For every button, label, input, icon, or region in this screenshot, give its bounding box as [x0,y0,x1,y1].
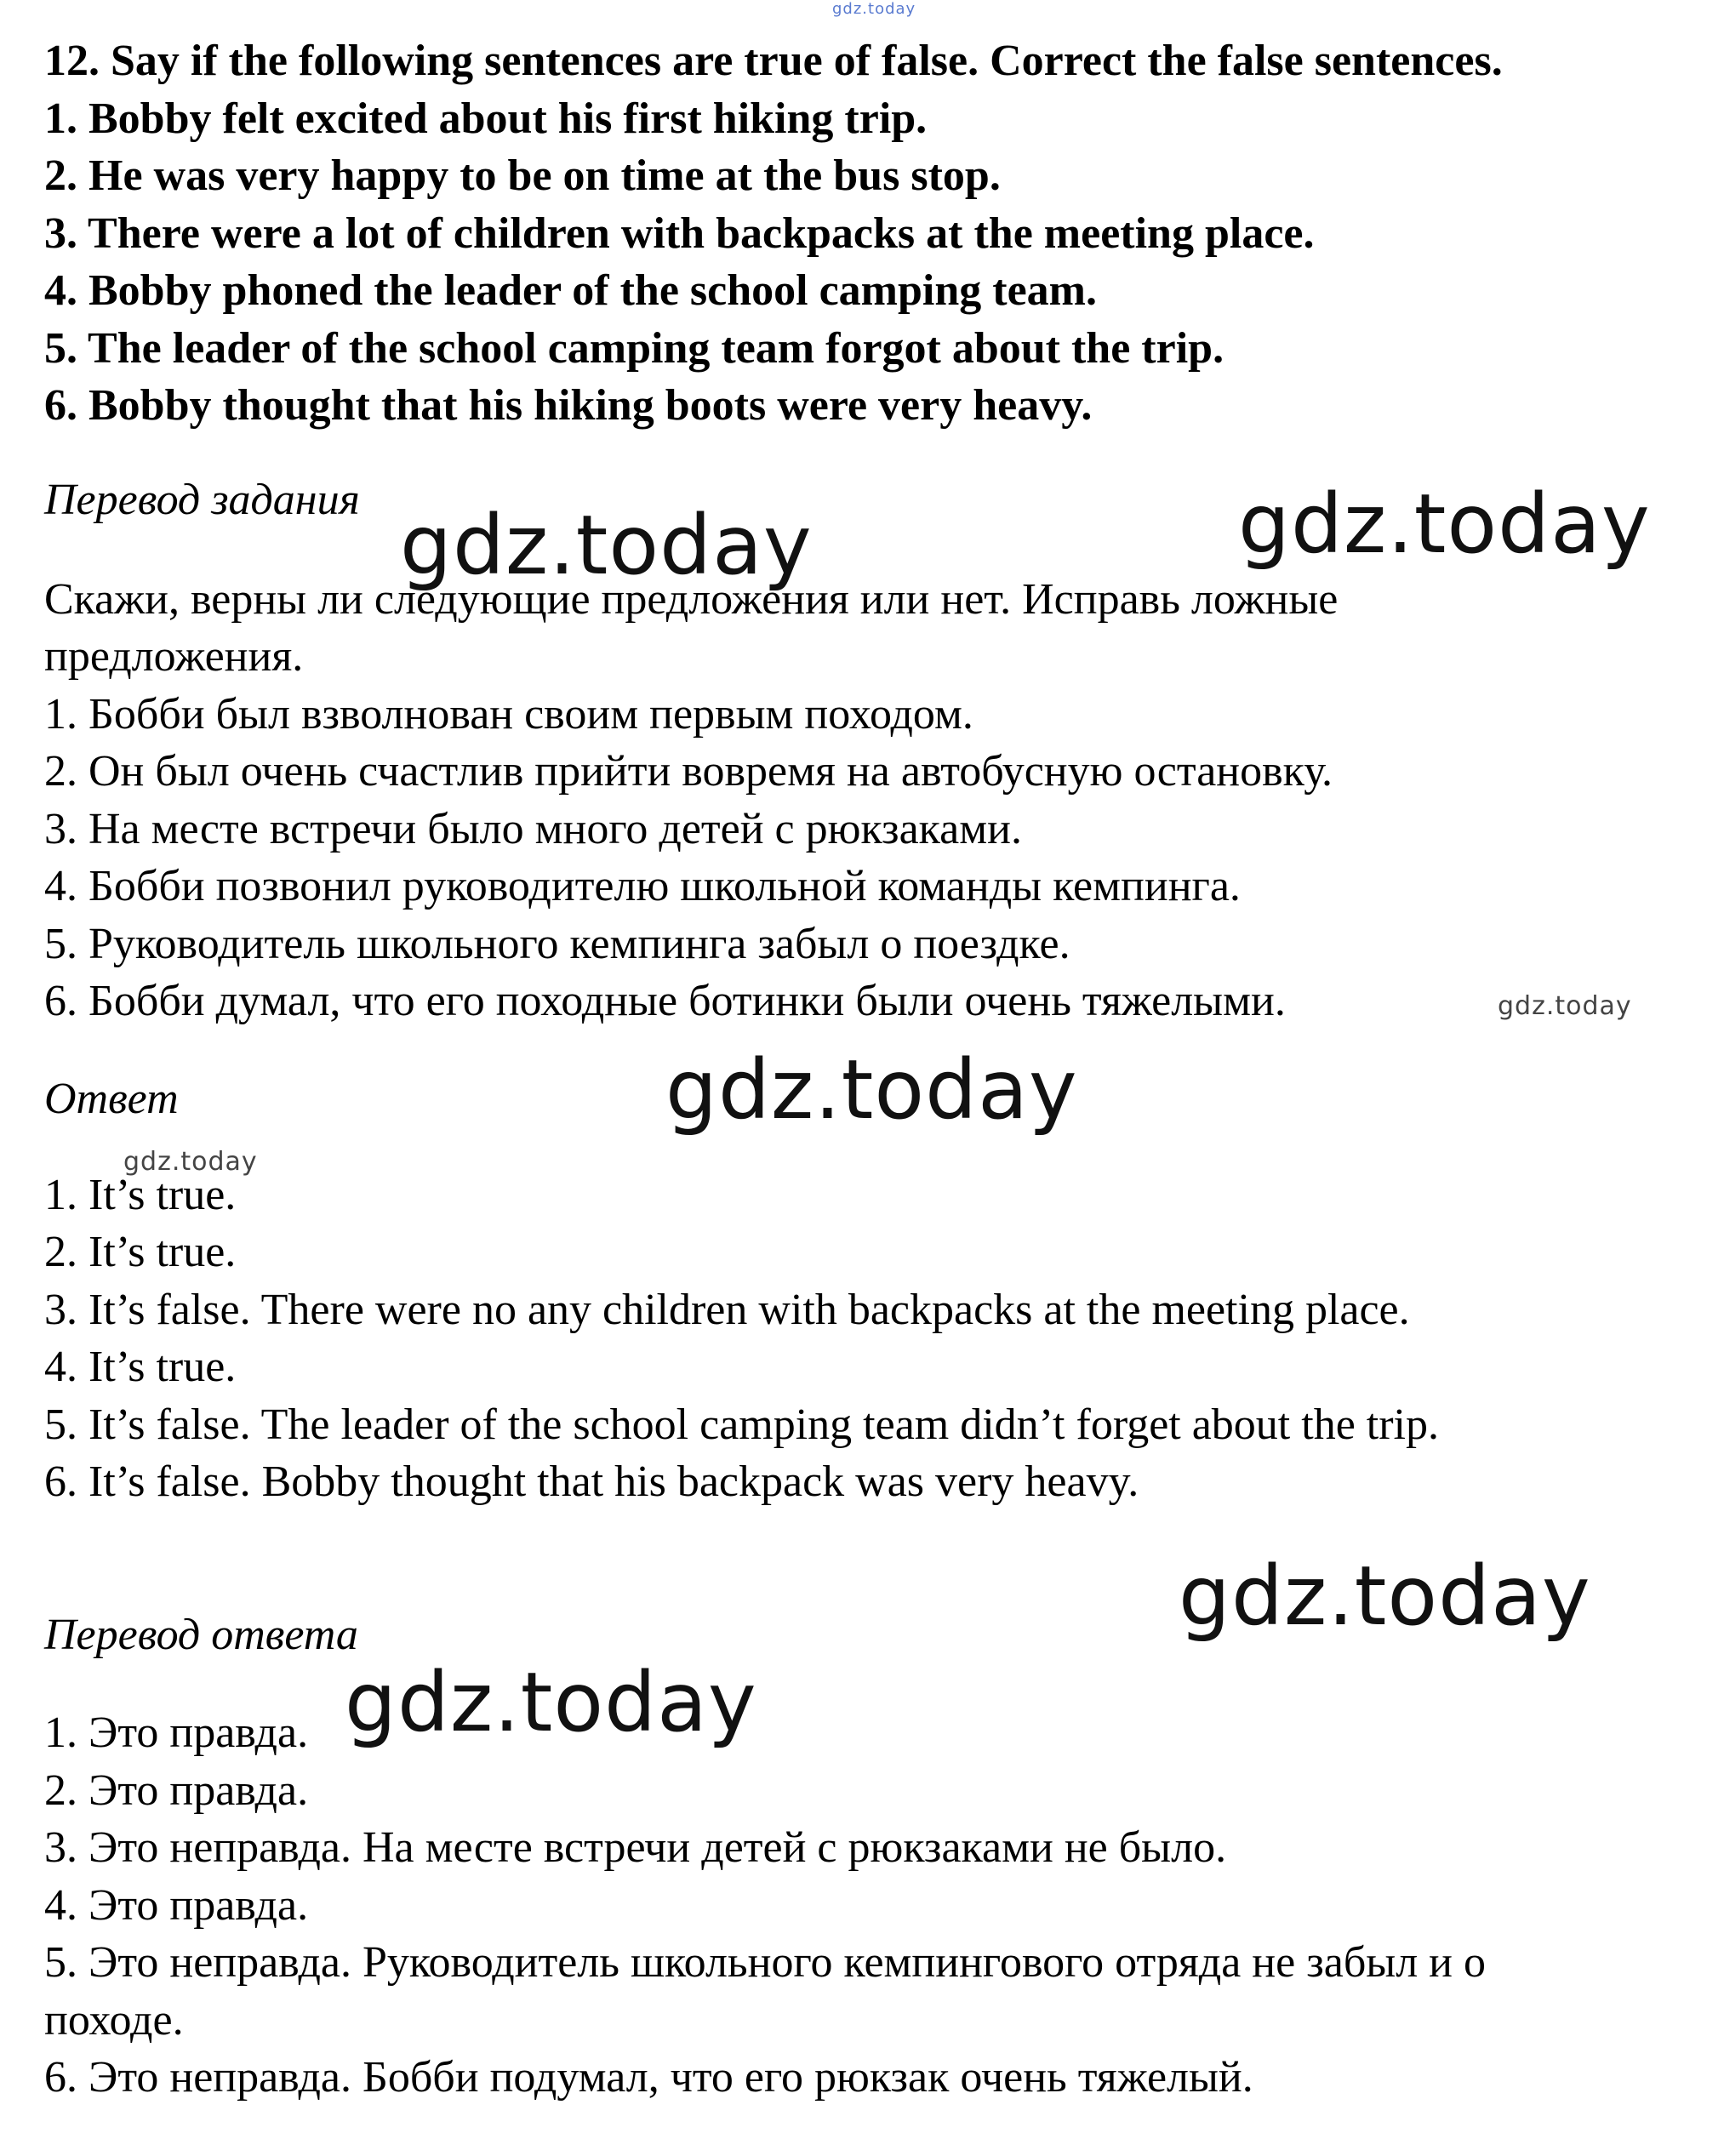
answer-translation-line: 5. Это неправда. Руководитель школьного кемпингового отряда не забыл и о [44,1938,1487,1987]
translation-line: 6. Бобби думал, что его походные ботинки были очень тяжелыми. [44,977,1286,1025]
translation-line: 3. На месте встречи было много детей с рюкзаками. [44,805,1022,853]
answer-line: 5. It’s false. The leader of the school camping team didn’t forget about the trip. [44,1400,1439,1449]
translation-line: 2. Он был очень счастлив прийти вовремя на автобусную остановку. [44,747,1333,796]
task-item: 3. There were a lot of children with backpacks at the meeting place. [44,209,1315,258]
watermark-small-2: gdz.today [123,1147,258,1177]
translation-line: 5. Руководитель школьного кемпинга забыл о поездке. [44,920,1070,968]
translation-line: 4. Бобби позвонил руководителю школьной команды кемпинга. [44,862,1241,910]
task-item: 6. Bobby thought that his hiking boots were very heavy. [44,381,1093,430]
translation-line: 1. Бобби был взволнован своим первым походом. [44,690,973,739]
answer-heading: Ответ [44,1075,179,1123]
task-title: 12. Say if the following sentences are true of false. Correct the false sentences. [44,37,1503,85]
answer-line: 2. It’s true. [44,1228,237,1276]
watermark-top: gdz.today [832,0,916,18]
answer-translation-line: 4. Это правда. [44,1881,309,1930]
answer-line: 3. It’s false. There were no any children with backpacks at the meeting place. [44,1286,1410,1334]
answer-line: 4. It’s true. [44,1343,237,1391]
answer-line: 1. It’s true. [44,1171,237,1219]
translation-line: предложения. [44,632,304,681]
watermark-4: gdz.today [1179,1549,1591,1644]
watermark-small-1: gdz.today [1498,991,1632,1021]
task-item: 2. He was very happy to be on time at the bus stop. [44,151,1001,200]
answer-translation-line: походе. [44,1996,184,2045]
watermark-1: gdz.today [400,498,813,593]
answer-translation-line: 1. Это правда. [44,1708,309,1757]
answer-translation-line: 6. Это неправда. Бобби подумал, что его рюкзак очень тяжелый. [44,2053,1253,2102]
task-item: 4. Bobby phoned the leader of the school camping team. [44,266,1097,315]
answer-translation-line: 2. Это правда. [44,1766,309,1815]
task-item: 1. Bobby felt excited about his first hiking trip. [44,94,928,143]
answer-line: 6. It’s false. Bobby thought that his backpack was very heavy. [44,1457,1139,1506]
task-item: 5. The leader of the school camping team forgot about the trip. [44,324,1224,373]
task-translation-heading: Перевод задания [44,476,360,524]
watermark-3: gdz.today [665,1042,1078,1138]
watermark-2: gdz.today [1238,476,1651,572]
answer-translation-line: 3. Это неправда. На месте встречи детей с рюкзаками не было. [44,1823,1227,1872]
answer-translation-heading: Перевод ответа [44,1611,358,1659]
watermark-5: gdz.today [345,1655,757,1750]
translation-line: Скажи, верны ли следующие предложения или нет. Исправь ложные [44,575,1339,624]
